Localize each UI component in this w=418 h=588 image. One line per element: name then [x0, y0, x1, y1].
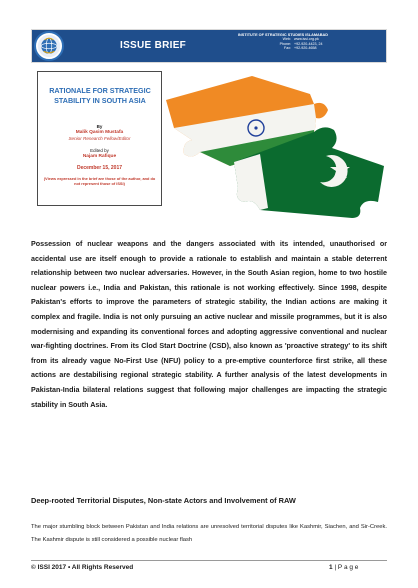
web-value[interactable]: www.issi.org.pk: [294, 37, 319, 42]
issue-brief-label: ISSUE BRIEF: [120, 40, 187, 51]
intro-paragraph: Possession of nuclear weapons and the dangers associated with its intended, unauthorised or accidental use are itself enough to provide a rationale to establish and maintain a stable deterrent relationship between two nuclear adversaries. However, in the South Asian region, home to two hostile nuclear powers i.e., India and Pakistan, this rationale is not working effectively. Since 1998, despite Pakistan's efforts to improve the parameters of strategic stability, the Indian actions are making it complex and fragile. India is not only pursuing an active nuclear and missile programmes, but it is also modernising and expanding its conventional forces and adopting aggressive conventional and nuclear war-fighting doctrines. From its Clod Start Doctrine (CSD), also known as 'proactive strategy' to its shift from its already vague No-First Use (NFU) policy to a pre-emptive counterforce first strike, all these actions are destabilising regional strategic stability. A further analysis of the latest developments in Pakistan-India bilateral relations suggest that following major challenges are impacting the strategic stability in South Asia.: [31, 240, 387, 409]
author-name: Malik Qasim Mustafa: [75, 130, 124, 135]
fax-value: +92-920-4658: [294, 46, 317, 51]
publication-date: December 15, 2017: [76, 165, 123, 171]
issi-logo-icon: [34, 31, 64, 61]
puzzle-pieces-icon: [164, 70, 388, 220]
author-role: Senior Research Fellow/Editor: [68, 136, 131, 141]
phone-value: +92-920-4423, 24: [294, 41, 323, 46]
phone-label: Phone:: [279, 41, 291, 46]
page-label: | P a g e: [334, 564, 359, 571]
editor-name: Najam Rafique: [82, 154, 117, 159]
institute-name: INSTITUTE OF STRATEGIC STUDIES ISLAMABAD: [238, 33, 328, 37]
disclaimer-note: (Views expressed in the brief are those of the author, and do not represent those of ISSI): [43, 176, 156, 186]
fax-label: Fax:: [284, 46, 291, 51]
page-number: 1: [329, 564, 333, 571]
section-paragraph: The major stumbling block between Pakistan and India relations are unresolved territorial disputes like Kashmir, Siachen, and Sir-Creek. The Kashmir dispute is still considered a possible nuclear flash: [31, 524, 387, 543]
brief-title: RATIONALE FOR STRATEGIC STABILITY IN SOUTH ASIA: [49, 86, 151, 105]
header-banner: [31, 29, 387, 63]
web-label: Web:: [282, 37, 291, 42]
fax-row: [238, 46, 386, 50]
india-pakistan-puzzle-illustration: [164, 70, 388, 220]
footer-divider: [31, 560, 387, 561]
title-panel: [37, 71, 162, 206]
page-indicator: [329, 564, 358, 571]
copyright-notice: © ISSI 2017 • All Rights Reserved: [31, 564, 134, 571]
edited-by-label: Edited by: [90, 148, 109, 153]
by-label: By: [96, 124, 103, 129]
institute-contact-block: [238, 33, 386, 51]
section-heading: Deep-rooted Territorial Disputes, Non-state Actors and Involvement of RAW: [31, 496, 296, 505]
